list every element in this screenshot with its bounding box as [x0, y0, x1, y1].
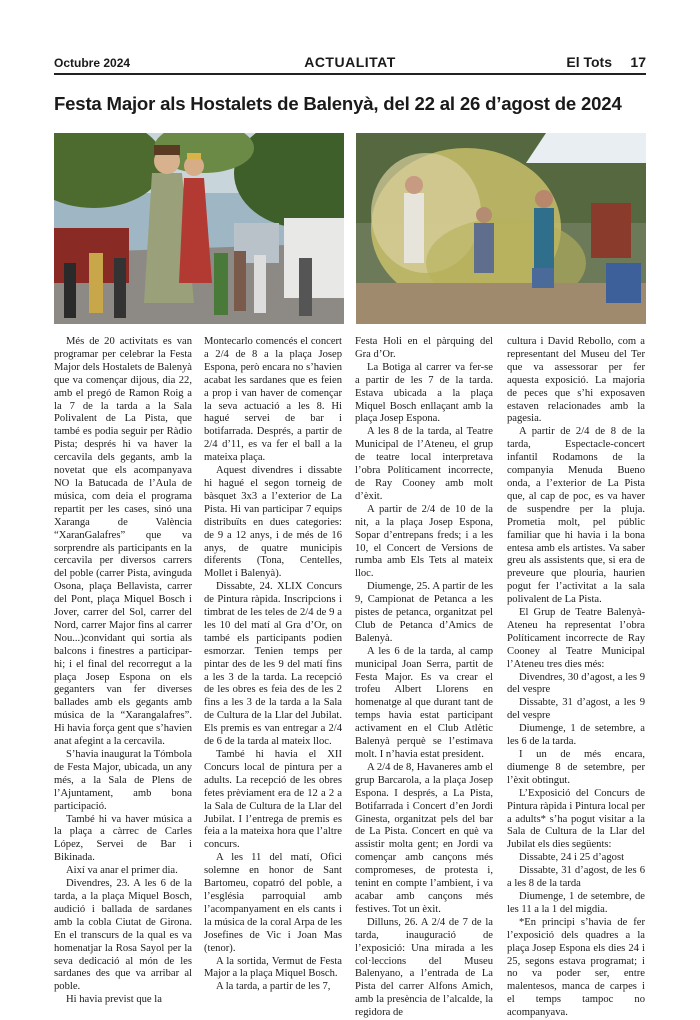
paragraph: I un de més encara, diumenge 8 de setembre, per l’èxit obtingut. [507, 749, 645, 786]
holi-festival-photo [356, 133, 646, 324]
paragraph: Dilluns, 26. A 2/4 de 7 de la tarda, inauguració de l’exposició: Una mirada a les col·leccions del Museu Balenyano, a l’entrada de La Pista del carrer Alfons Amich, amb la presència de l’alcalde, la regidora de [355, 916, 493, 1019]
section-name: ACTUALITAT [304, 54, 396, 70]
paragraph: A la tarda, a partir de les 7, [216, 981, 331, 993]
article-column-1 [54, 336, 192, 1007]
header-rule [54, 73, 646, 75]
paragraph: A les 6 de la tarda, al camp municipal Joan Serra, partit de Festa Major. Es va crear el trofeu Albert Llorens en homenatge al que durant tant de temps havia estat participant activament en el Club Atlètic Balenyà perquè se l’estimava molt. I n’havia estat president. [355, 645, 493, 760]
paragraph: Festa Holi en el pàrquing del Gra d’Or. [355, 336, 493, 360]
article-column-4 [507, 336, 645, 1020]
issue-month: Octubre 2024 [54, 56, 131, 70]
paragraph: A la sortida, Vermut de Festa Major a la plaça Miquel Bosch. [204, 955, 342, 980]
article-column-3 [355, 336, 493, 1020]
article-column-2 [204, 336, 342, 994]
article-title: Festa Major als Hostalets de Balenyà, del 22 al 26 d’agost de 2024 [54, 93, 622, 114]
paragraph: Divendres, 30 d’agost, a les 9 del vespre [507, 671, 645, 696]
page-number: 17 [630, 54, 646, 70]
paragraph: Hi havia previst que la [66, 994, 162, 1006]
publication-name: El Tots [566, 54, 612, 70]
paragraph: cultura i David Rebollo, com a representant del Museu del Ter que va assessorar per fer aquesta exposició. La majoria de peces que s’hi exposaven estaven relacionades amb la pagesia. [507, 336, 645, 425]
paragraph: Dissabte, 31 d’agost, de les 6 a les 8 de la tarda [507, 865, 645, 890]
paragraph: Diumenge, 1 de setembre, a les 6 de la tarda. [507, 723, 645, 748]
paragraph: La Botiga al carrer va fer-se a partir de les 7 de la tarda. Estava ubicada a la plaça Miquel Bosch enllaçant amb la plaça Josep Espona. [355, 361, 493, 425]
giants-parade-photo [54, 133, 344, 324]
paragraph: Montecarlo comencés el concert a 2/4 de 8 a la plaça Josep Espona, però encara no s’havien acabat les sardanes que es feien a prop i van haver de començar la seva actuació a les 8. Hi hagué servei de bar i botifarrada. Després, a partir de 2/4 d’11, es va fer el ball a la mateixa plaça. [204, 336, 342, 464]
paragraph: Diumenge, 25. A partir de les 9, Campionat de Petanca a les pistes de petanca, organitzat pel Club de Petanca d’Amics de Balenyà. [355, 581, 493, 644]
paragraph: Dissabte, 24. XLIX Concurs de Pintura ràpida. Inscripcions i timbrat de les teles de 2/4 de 9 a les 10 del matí al Gra d’Or, on també els participants podien esmorzar. Tenien temps per pintar des de les 9 del matí fins a les 3 de la tarda. La recepció de les obres es feia des de les 2 fins a les 3 de la tarda a la Sala de Cultura de la Llar del Jubilat. Els premis es van entregar a 2/4 de 6 de la tarda al mateix lloc. [204, 581, 342, 748]
paragraph: A partir de 2/4 de 10 de la nit, a la plaça Josep Espona, Sopar d’entrepans freds; i a les 10, el Concert de Versions de rumba amb Els Tets al mateix lloc. [355, 503, 493, 580]
paragraph: S’havia inaugurat la Tómbola de Festa Major, ubicada, un any més, a la Sala de Plens de l’Ajuntament, amb bona participació. [54, 749, 193, 812]
paragraph: Dissabte, 31 d’agost, a les 9 del vespre [507, 697, 645, 722]
paragraph: Diumenge, 1 de setembre, de les 11 a la 1 del migdia. [507, 890, 645, 915]
paragraph: També hi va haver música a la plaça a càrrec de Carles López, Servei de Bar i Bikinada. [54, 813, 192, 864]
paragraph: A les 11 del matí, Ofici solemne en honor de Sant Bartomeu, copatró del poble, a l’església parroquial amb l’acompanyament en els cants i la música de la coral Arpa de les Josefines de Vic i Joan Mas (tenor). [204, 852, 342, 954]
paragraph: Així va anar el primer dia. [66, 865, 178, 877]
paragraph: A partir de 2/4 de 8 de la tarda, Espectacle-concert infantil Rodamons de la companyia Menuda Bueno onda, a l’exterior de La Pista que, al cap de poc, es va haver de suspendre per la pluja. Prometia molt, pel públic familiar que hi havia i la bona entesa amb els artistes. Va saber greu als assistents que, si era de preveure que plouria, haurien pogut fer l’activitat a la sala polivalent de La Pista. [507, 426, 645, 606]
paragraph: Més de 20 activitats es van programar per celebrar la Festa Major dels Hostalets de Balenyà que va començar dijous, dia 22, amb el pregó de Ramon Roig a la 7 de la tarda a la Sala Polivalent de La Pista, que també es podia seguir per Ràdio Pista; després hi va haver la cercavila dels gegants, amb la novetat que els acompanyava NO la Batucada de l’Aula de música, com deia el programa repartit per les cases, sinó una Xaranga de València “XaranGalafres” que va sorprendre als participants en la cercavila per diversos carrers del poble (carrer Pista, avinguda Osona, plaça Bellavista, carrer del Pont, plaça Miquel Bosch i Jover, carrer del Sol, carrer del Nord, carrer Major fins al carrer Nou...)convidant qui sortia als balcons i finestres a participar-hi; i el final del recorregut a la plaça Josep Espona on els geganters van fer diverses ballades amb els gegants amb música de la “Xarangalafres”. Hi havia força gent que s’havien anat afegint a la cercavila. [54, 336, 192, 748]
paragraph: A 2/4 de 8, Havaneres amb el grup Barcarola, a la plaça Josep Espona. I després, a La Pista, Botifarrada i Concert d’en Jordi Ginesta, organitzat pels del bar de La Pista. Concert en què va assistir molta gent; en Jordi va començar amb cançons més compromeses, de protesta i, tenint en compte l’ambient, i va acabar amb cançons més festives. Tot un èxit. [355, 761, 493, 915]
paragraph: Aquest divendres i dissabte hi hagué el segon torneig de bàsquet 3x3 a l’exterior de La Pista. Hi van participar 7 equips distribuïts en dues categories: de 9 a 12 anys, i de més de 16 anys, de quatre municipis diferents (Tona, Centelles, Mollet i Balenyà). [204, 465, 342, 580]
page-header [54, 50, 646, 74]
paragraph: També hi havia el XII Concurs local de pintura per a adults. La recepció de les obres fetes prèviament era de 12 a 2 a la Sala de Cultura de la Llar del Jubilat. I l’entrega de premis es feia a la mateixa hora que l’altre concurs. [204, 749, 342, 851]
paragraph: El Grup de Teatre Balenyà-Ateneu ha representat l’obra Políticament incorrecte de Ray Cooney al Teatre Municipal l’Ateneu tres dies més: [507, 607, 645, 670]
paragraph: L’Exposició del Concurs de Pintura ràpida i Pintura local per a adults* s’ha pogut visitar a la Sala de Cultura de la Llar del Jubilat els dies següents: [507, 787, 645, 851]
paragraph: Dissabte, 24 i 25 d’agost [519, 852, 625, 864]
paragraph: *En principi s’havia de fer l’exposició dels quadres a la plaça Josep Espona els dies 24 i 25, segons estava programat; i no va poder ser, entre malentesos, manca de carpes i el temps tampoc no acompanyava. [507, 916, 645, 1019]
paragraph: Divendres, 23. A les 6 de la tarda, a la plaça Miquel Bosch, audició i ballada de sardanes amb la cobla Ciutat de Girona. En el transcurs de la qual es va homenatjar la Rosa Sayol per la seva dedicació al món de les sardanes des que va arribar al poble. [54, 878, 192, 993]
paragraph: A les 8 de la tarda, al Teatre Municipal de l’Ateneu, el grup de teatre local interpretava l’obra Políticament incorrecte, de Ray Cooney amb molt d’èxit. [355, 426, 493, 502]
